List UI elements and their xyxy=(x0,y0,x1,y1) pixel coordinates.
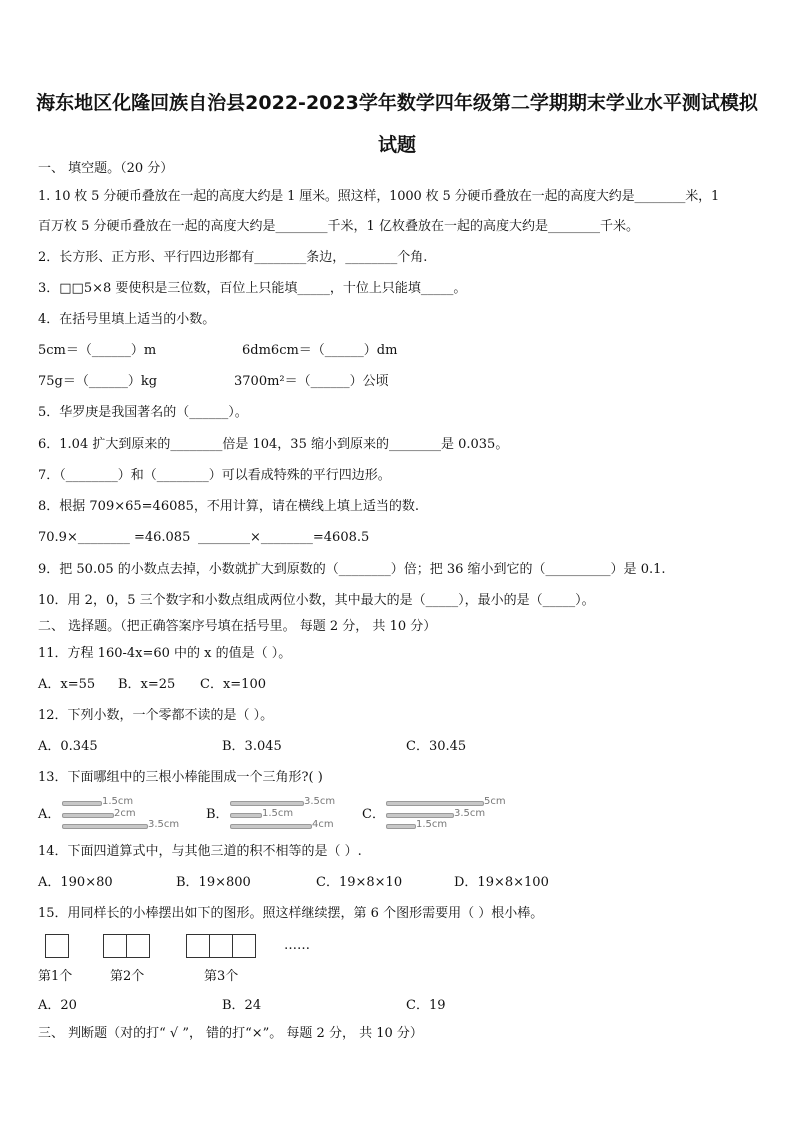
question-12-option-c: C．30.45 xyxy=(406,739,467,754)
question-12-option-b: B．3.045 xyxy=(222,739,282,754)
question-15: 15．用同样长的小棒摆出如下的图形。照这样继续摆，第 6 个图形需要用（ ）根小棒。 xyxy=(38,906,544,921)
question-13-option-b-label: B． xyxy=(206,807,229,822)
question-1-line-1: 1. 10 枚 5 分硬币叠放在一起的高度大约是 1 厘米。照这样，1000 枚 5 分硬币叠放在一起的高度大约是________米，1 xyxy=(38,189,720,204)
square-unit xyxy=(126,934,150,958)
question-8: 8．根据 709×65=46085，不用计算，请在横线上填上适当的数. xyxy=(38,499,420,514)
square-unit xyxy=(186,934,210,958)
stick-b-3 xyxy=(230,824,312,829)
question-13-option-c-label: C． xyxy=(362,807,385,822)
question-14-option-d: D．19×8×100 xyxy=(454,875,549,890)
question-15-ellipsis: …… xyxy=(284,938,310,953)
stick-b-2-label: 1.5cm xyxy=(262,808,294,819)
stick-b-2 xyxy=(230,813,262,818)
question-4-item-a: 5cm＝（______）m xyxy=(38,343,157,358)
question-2: 2．长方形、正方形、平行四边形都有________条边，________个角. xyxy=(38,250,428,265)
question-13-option-a-label: A． xyxy=(38,807,61,822)
question-15-figure-1-label: 第1个 xyxy=(38,969,73,984)
question-7: 7．（________）和（________）可以看成特殊的平行四边形。 xyxy=(38,468,391,483)
stick-c-3-label: 1.5cm xyxy=(416,819,448,830)
square-unit xyxy=(232,934,256,958)
question-10: 10．用 2，0，5 三个数字和小数点组成两位小数，其中最大的是（_____），最小的是（_____）。 xyxy=(38,593,595,608)
stick-a-1-label: 1.5cm xyxy=(102,796,134,807)
question-15-option-c: C．19 xyxy=(406,998,446,1013)
question-4-item-b: 6dm6cm＝（______）dm xyxy=(242,343,398,358)
square-unit xyxy=(103,934,127,958)
question-13: 13．下面哪组中的三根小棒能围成一个三角形?( ) xyxy=(38,770,323,785)
question-4-item-c: 75g＝（______）kg xyxy=(38,374,158,389)
question-11-option-c: C．x=100 xyxy=(200,677,266,692)
stick-a-2-label: 2cm xyxy=(114,808,136,819)
page-title-continued: 试题 xyxy=(377,134,416,156)
stick-b-1 xyxy=(230,801,304,806)
section-2-heading: 二、 选择题。（把正确答案序号填在括号里。 每题 2 分， 共 10 分） xyxy=(38,619,437,634)
question-12: 12．下列小数，一个零都不读的是（ ）。 xyxy=(38,708,274,723)
question-4-item-d: 3700m²＝（______）公顷 xyxy=(234,374,389,389)
question-4: 4．在括号里填上适当的小数。 xyxy=(38,312,216,327)
square-unit xyxy=(45,934,69,958)
question-14-option-a: A．190×80 xyxy=(38,875,113,890)
stick-a-2 xyxy=(62,813,114,818)
stick-a-3-label: 3.5cm xyxy=(148,819,180,830)
question-8-blank-a: 70.9×________ =46.085 xyxy=(38,530,191,545)
page-title: 海东地区化隆回族自治县2022-2023学年数学四年级第二学期期末学业水平测试模拟 xyxy=(36,92,758,114)
question-5: 5．华罗庚是我国著名的（______）。 xyxy=(38,405,248,420)
question-15-figure-3-label: 第3个 xyxy=(204,969,239,984)
question-15-option-b: B．24 xyxy=(222,998,262,1013)
question-8-blank-b: ________×________=4608.5 xyxy=(198,530,370,545)
question-1-line-2: 百万枚 5 分硬币叠放在一起的高度大约是________千米，1 亿枚叠放在一起的高度大约是________千米。 xyxy=(38,219,639,234)
question-11: 11．方程 160-4x=60 中的 x 的值是（ ）。 xyxy=(38,646,292,661)
stick-a-3 xyxy=(62,824,148,829)
stick-c-2 xyxy=(386,813,454,818)
section-1-heading: 一、 填空题。（20 分） xyxy=(38,161,174,176)
question-14-option-b: B．19×800 xyxy=(176,875,251,890)
question-14: 14．下面四道算式中，与其他三道的积不相等的是（ ）. xyxy=(38,844,362,859)
stick-a-1 xyxy=(62,801,102,806)
question-9: 9．把 50.05 的小数点去掉，小数就扩大到原数的（________）倍；把 36 缩小到它的（__________）是 0.1. xyxy=(38,562,666,577)
stick-c-2-label: 3.5cm xyxy=(454,808,486,819)
question-11-option-a: A．x=55 xyxy=(38,677,96,692)
stick-c-1 xyxy=(386,801,484,806)
stick-b-3-label: 4cm xyxy=(312,819,334,830)
question-15-figure-2-label: 第2个 xyxy=(110,969,145,984)
question-6: 6．1.04 扩大到原来的________倍是 104，35 缩小到原来的________是 0.035。 xyxy=(38,437,509,452)
section-3-heading: 三、 判断题（对的打“ √ ”， 错的打“×”。 每题 2 分， 共 10 分） xyxy=(38,1026,423,1041)
question-11-option-b: B．x=25 xyxy=(118,677,176,692)
question-3: 3．□□5×8 要使积是三位数，百位上只能填_____，十位上只能填_____。 xyxy=(38,281,467,296)
question-12-option-a: A．0.345 xyxy=(38,739,98,754)
square-unit xyxy=(209,934,233,958)
question-15-option-a: A．20 xyxy=(38,998,77,1013)
question-14-option-c: C．19×8×10 xyxy=(316,875,403,890)
stick-b-1-label: 3.5cm xyxy=(304,796,336,807)
stick-c-1-label: 5cm xyxy=(484,796,506,807)
stick-c-3 xyxy=(386,824,416,829)
